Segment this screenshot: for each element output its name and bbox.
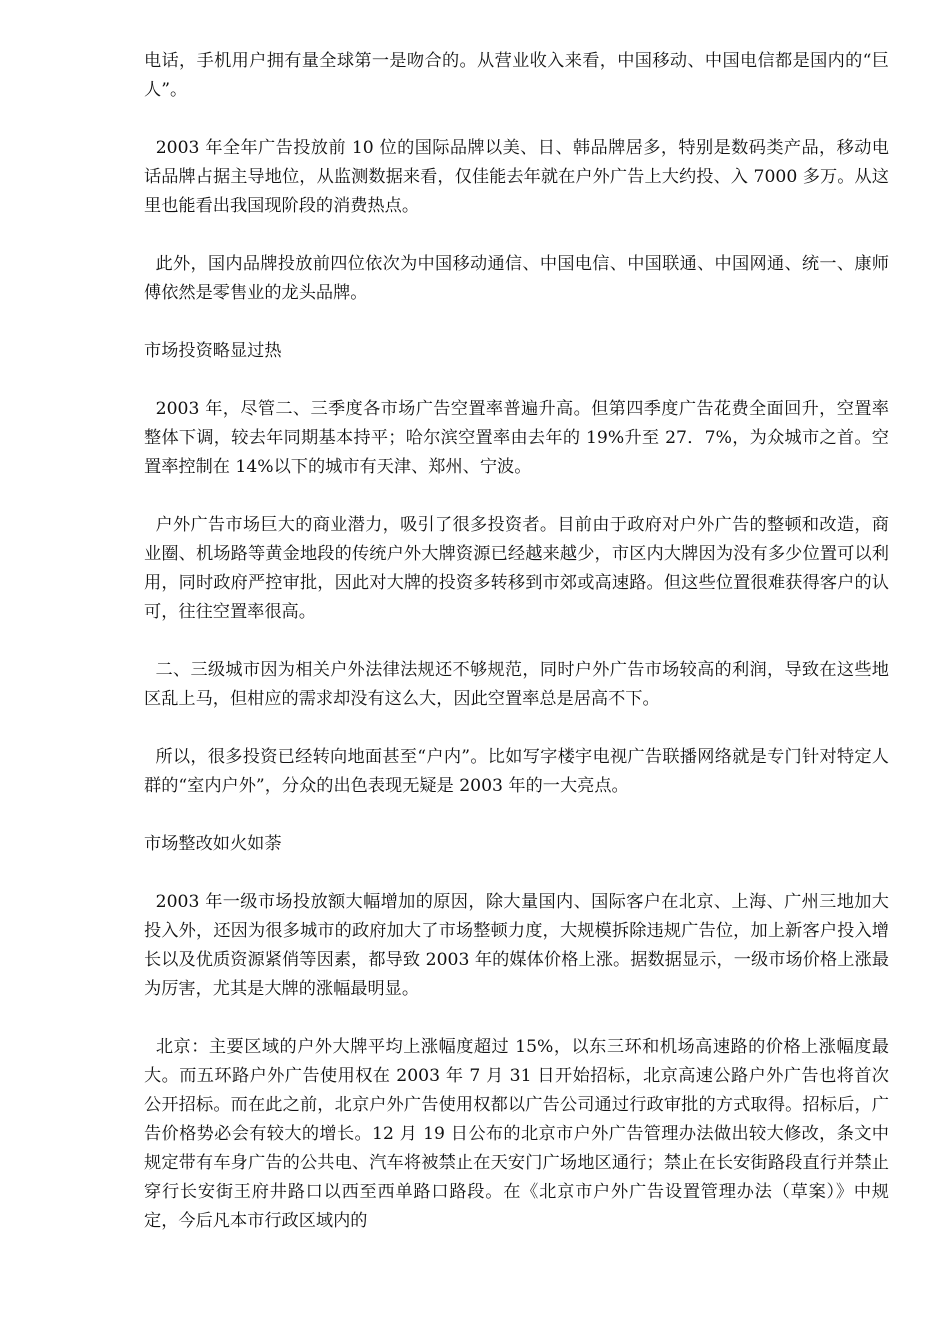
section-heading-rectification: 市场整改如火如荼 [144, 834, 282, 854]
paragraph-7: 所以，很多投资已经转向地面甚至“户内”。比如写字楼宇电视广告联播网络就是专门针对特定人群的“室内户外”，分众的出色表现无疑是 2003 年的一大亮点。 [144, 747, 889, 796]
document-page [144, 47, 889, 1265]
paragraph-9: 北京：主要区域的户外大牌平均上涨幅度超过 15%，以东三环和机场高速路的价格上涨幅度最大。而五环路户外广告使用权在 2003 年 7 月 31 日开始招标，北京高速公路户外广告也将首次公开招标。而在此之前，北京户外广告使用权都以广告公司通过行政审批的方式取得。招标后，广告价格势必会有较大的增长。12 月 19 日公布的北京市户外广告管理办法做出较大修改，条文中规定带有车身广告的公共电、汽车将被禁止在天安门广场地区通行；禁止在长安街路段直行并禁止穿行长安街王府井路口以西至西单路口路段。在《北京市户外广告设置管理办法（草案）》中规定，今后凡本市行政区域内的 [144, 1037, 889, 1231]
paragraph-3: 此外，国内品牌投放前四位依次为中国移动通信、中国电信、中国联通、中国网通、统一、康师傅依然是零售业的龙头品牌。 [144, 254, 889, 303]
paragraph-8: 2003 年一级市场投放额大幅增加的原因，除大量国内、国际客户在北京、上海、广州三地加大投入外，还因为很多城市的政府加大了市场整顿力度，大规模拆除违规广告位，加上新客户投入增长以及优质资源紧俏等因素，都导致 2003 年的媒体价格上涨。据数据显示，一级市场价格上涨最为厉害，尤其是大牌的涨幅最明显。 [144, 892, 889, 999]
paragraph-5: 户外广告市场巨大的商业潜力，吸引了很多投资者。目前由于政府对户外广告的整顿和改造，商业圈、机场路等黄金地段的传统户外大牌资源已经越来越少，市区内大牌因为没有多少位置可以利用，同时政府严控审批，因此对大牌的投资多转移到市郊或高速路。但这些位置很难获得客户的认可，往往空置率很高。 [144, 515, 889, 622]
paragraph-6: 二、三级城市因为相关户外法律法规还不够规范，同时户外广告市场较高的利润，导致在这些地区乱上马，但柑应的需求却没有这么大，因此空置率总是居高不下。 [144, 660, 889, 709]
section-heading-investment: 市场投资略显过热 [144, 341, 282, 361]
paragraph-4: 2003 年，尽管二、三季度各市场广告空置率普遍升高。但第四季度广告花费全面回升，空置率整体下调，较去年同期基本持平；哈尔滨空置率由去年的 19%升至 27．7%，为众城市之首。空置率控制在 14%以下的城市有天津、郑州、宁波。 [144, 399, 889, 477]
paragraph-2: 2003 年全年广告投放前 10 位的国际品牌以美、日、韩品牌居多，特别是数码类产品，移动电话品牌占据主导地位，从监测数据来看，仅佳能去年就在户外广告上大约投、入 7000 多万。从这里也能看出我国现阶段的消费热点。 [144, 138, 889, 216]
paragraph-1: 电话，手机用户拥有量全球第一是吻合的。从营业收入来看，中国移动、中国电信都是国内的“巨人”。 [144, 51, 889, 100]
